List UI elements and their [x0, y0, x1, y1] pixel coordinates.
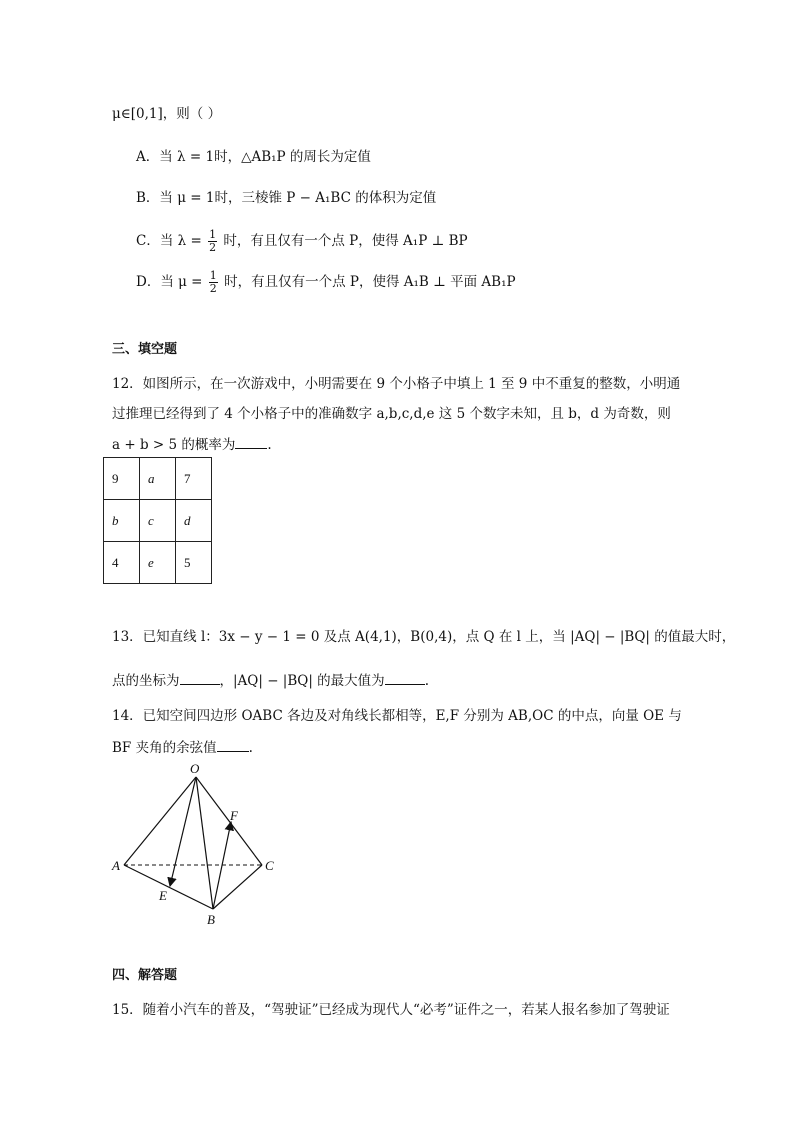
grid-cell: b: [104, 500, 140, 542]
number-grid: [103, 457, 212, 584]
fraction-denominator: 2: [209, 241, 217, 254]
option-c-pre: C．当 λ =: [136, 233, 202, 249]
q13-line-2: [112, 670, 429, 691]
option-b: B．当 μ = 1时，三棱锥 P − A₁BC 的体积为定值: [136, 190, 437, 206]
period: .: [267, 437, 272, 453]
option-d-post: 时，有且仅有一个点 P，使得 A₁B ⊥ 平面 AB₁P: [224, 274, 516, 290]
q15-line-1: 15．随着小汽车的普及，“驾驶证”已经成为现代人“必考”证件之一，若某人报名参加了驾驶证: [112, 1002, 670, 1018]
fraction-half: [208, 229, 217, 254]
q13-line-1: 13．已知直线 l：3x − y − 1 = 0 及点 A(4,1)，B(0,4)，点 Q 在 l 上，当 |AQ| − |BQ| 的值最大时，: [112, 629, 736, 645]
grid-cell: a: [140, 458, 176, 500]
q13-text-a: 点的坐标为: [112, 673, 180, 689]
q13-text-b: ，|AQ| − |BQ| 的最大值为: [219, 673, 385, 689]
q12-line-1: 12．如图所示，在一次游戏中，小明需要在 9 个小格子中填上 1 至 9 中不重复的整数，小明通: [112, 376, 681, 392]
answer-blank-coordinates[interactable]: [180, 670, 220, 685]
answer-blank-max[interactable]: [385, 670, 425, 685]
choice-paren: ，则（ ）: [162, 106, 222, 122]
option-c-post: 时，有且仅有一个点 P，使得 A₁P ⊥ BP: [223, 233, 468, 249]
q14-line-2: [112, 737, 253, 758]
grid-cell: d: [176, 500, 212, 542]
mu-range: μ∈[0,1]: [112, 106, 163, 122]
grid-cell: c: [140, 500, 176, 542]
grid-cell: 4: [104, 542, 140, 584]
label-O: O: [190, 762, 200, 776]
answer-blank-cosine[interactable]: [217, 737, 249, 752]
q14-line-1: 14．已知空间四边形 OABC 各边及对角线长都相等，E,F 分别为 AB,OC 的中点，向量 OE 与: [112, 708, 682, 724]
q14-text: BF 夹角的余弦值: [112, 740, 217, 756]
fraction-half: [209, 270, 218, 295]
option-d-pre: D．当 μ =: [136, 274, 203, 290]
fraction-denominator: 2: [209, 282, 217, 295]
label-C: C: [265, 858, 274, 873]
q12-expression: a + b > 5 的概率为: [112, 437, 236, 453]
section-heading-solution: 四、解答题: [112, 968, 178, 983]
edge-AB: [124, 865, 213, 909]
option-a: A．当 λ = 1时，△AB₁P 的周长为定值: [136, 149, 371, 165]
fraction-numerator: 1: [209, 228, 217, 241]
grid-cell: 5: [176, 542, 212, 584]
q12-line-2: 过推理已经得到了 4 个小格子中的准确数字 a,b,c,d,e 这 5 个数字未知，且 b，d 为奇数，则: [112, 406, 671, 422]
grid-cell: e: [140, 542, 176, 584]
period: .: [248, 740, 253, 756]
grid-row: [104, 500, 212, 542]
label-E: E: [159, 888, 167, 903]
fraction-numerator: 1: [209, 269, 217, 282]
grid-row: [104, 542, 212, 584]
option-c: [136, 229, 468, 254]
answer-blank[interactable]: [235, 434, 267, 449]
grid-cell: 9: [104, 458, 140, 500]
question-11-tail: [112, 104, 221, 124]
grid-cell: 7: [176, 458, 212, 500]
option-d: [136, 270, 516, 295]
period: .: [424, 673, 429, 689]
label-A: A: [112, 858, 120, 873]
q12-line-3: [112, 434, 272, 455]
section-heading-fill-blank: 三、填空题: [112, 342, 178, 357]
label-F: F: [230, 808, 238, 823]
grid-row: [104, 458, 212, 500]
tetrahedron-figure: [110, 762, 300, 930]
label-B: B: [207, 912, 215, 927]
